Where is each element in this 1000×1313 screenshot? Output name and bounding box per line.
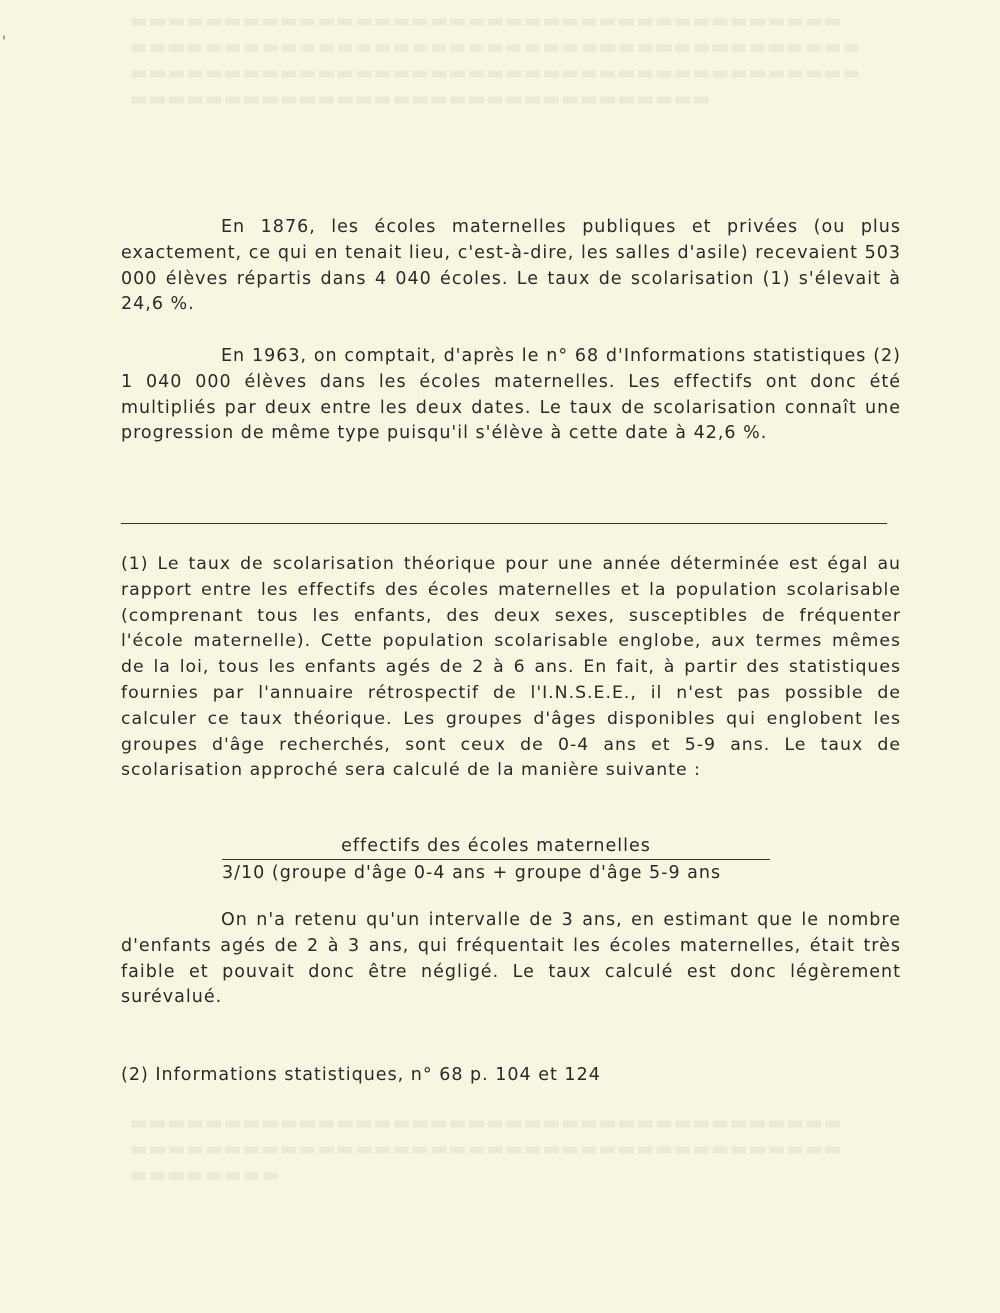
footnote-2: (2) Informations statistiques, n° 68 p. 104 et 124 (121, 1065, 601, 1085)
footnote-1-continuation (121, 908, 901, 1011)
margin-mark: ' (2, 34, 6, 50)
bleed-through-text: ▬▬▬▬▬▬▬▬▬▬▬▬▬▬▬▬▬▬▬▬▬▬▬▬▬▬▬▬▬▬▬ (130, 88, 712, 110)
bleed-through-text: ▬▬▬▬▬▬▬▬▬▬▬▬▬▬▬▬▬▬▬▬▬▬▬▬▬▬▬▬▬▬▬▬▬▬▬▬▬▬ (130, 1138, 843, 1160)
bleed-through-text: ▬▬▬▬▬▬▬▬▬▬▬▬▬▬▬▬▬▬▬▬▬▬▬▬▬▬▬▬▬▬▬▬▬▬▬▬▬▬ (130, 1112, 843, 1134)
footnote-1 (121, 552, 901, 784)
bleed-through-text: ▬▬▬▬▬▬▬▬▬▬▬▬▬▬▬▬▬▬▬▬▬▬▬▬▬▬▬▬▬▬▬▬▬▬▬▬▬▬▬ (130, 36, 862, 58)
footnote-separator (121, 523, 887, 524)
paragraph-text: En 1963, on comptait, d'après le n° 68 d'Informations statistiques (2) 1 040 000 élèves dans les écoles maternelles. Les effectifs ont donc été multipliés par deux entre les deux dates. Le taux de scolarisation connaît une progression de même type puisqu'il s'élève à cette date à 42,6 %. (121, 346, 901, 444)
footnote-text: On n'a retenu qu'un intervalle de 3 ans, en estimant que le nombre d'enfants agés de 2 à 3 ans, qui fréquentait les écoles maternelles, était très faible et pouvait donc être négligé. Le taux calculé est donc légèrement surévalué. (121, 910, 901, 1008)
paragraph-1876 (121, 215, 901, 318)
footnote-text: (1) Le taux de scolarisation théorique pour une année déterminée est égal au rapport entre les effectifs des écoles maternelles et la population scolarisable (comprenant tous les enfants, des deux sexes, susceptibles de fréquenter l'école maternelle). Cette population scolarisable englobe, aux termes mêmes de la loi, tous les enfants agés de 2 à 6 ans. En fait, à partir des statistiques fournies par l'annuaire rétrospectif de l'I.N.S.E.E., il n'est pas possible de calculer ce taux théorique. Les groupes d'âges disponibles qui englobent les groupes d'âge recherchés, sont ceux de 0-4 ans et 5-9 ans. Le taux de scolarisation approché sera calculé de la manière suivante : (121, 554, 901, 781)
formula-fraction (222, 834, 770, 886)
formula-numerator: effectifs des écoles maternelles (341, 836, 651, 856)
paragraph-text: En 1876, les écoles maternelles publiques et privées (ou plus exactement, ce qui en tenait lieu, c'est-à-dire, les salles d'asile) recevaient 503 000 élèves répartis dans 4 040 écoles. Le taux de scolarisation (1) s'élevait à 24,6 %. (121, 217, 901, 315)
paragraph-1963 (121, 344, 901, 447)
bleed-through-text: ▬▬▬▬▬▬▬▬ (130, 1164, 281, 1186)
bleed-through-text: ▬▬▬▬▬▬▬▬▬▬▬▬▬▬▬▬▬▬▬▬▬▬▬▬▬▬▬▬▬▬▬▬▬▬▬▬▬▬ (130, 10, 843, 32)
formula-denominator: 3/10 (groupe d'âge 0-4 ans + groupe d'âge 5-9 ans (222, 863, 722, 883)
bleed-through-text: ▬▬▬▬▬▬▬▬▬▬▬▬▬▬▬▬▬▬▬▬▬▬▬▬▬▬▬▬▬▬▬▬▬▬▬▬▬▬▬ (130, 62, 862, 84)
